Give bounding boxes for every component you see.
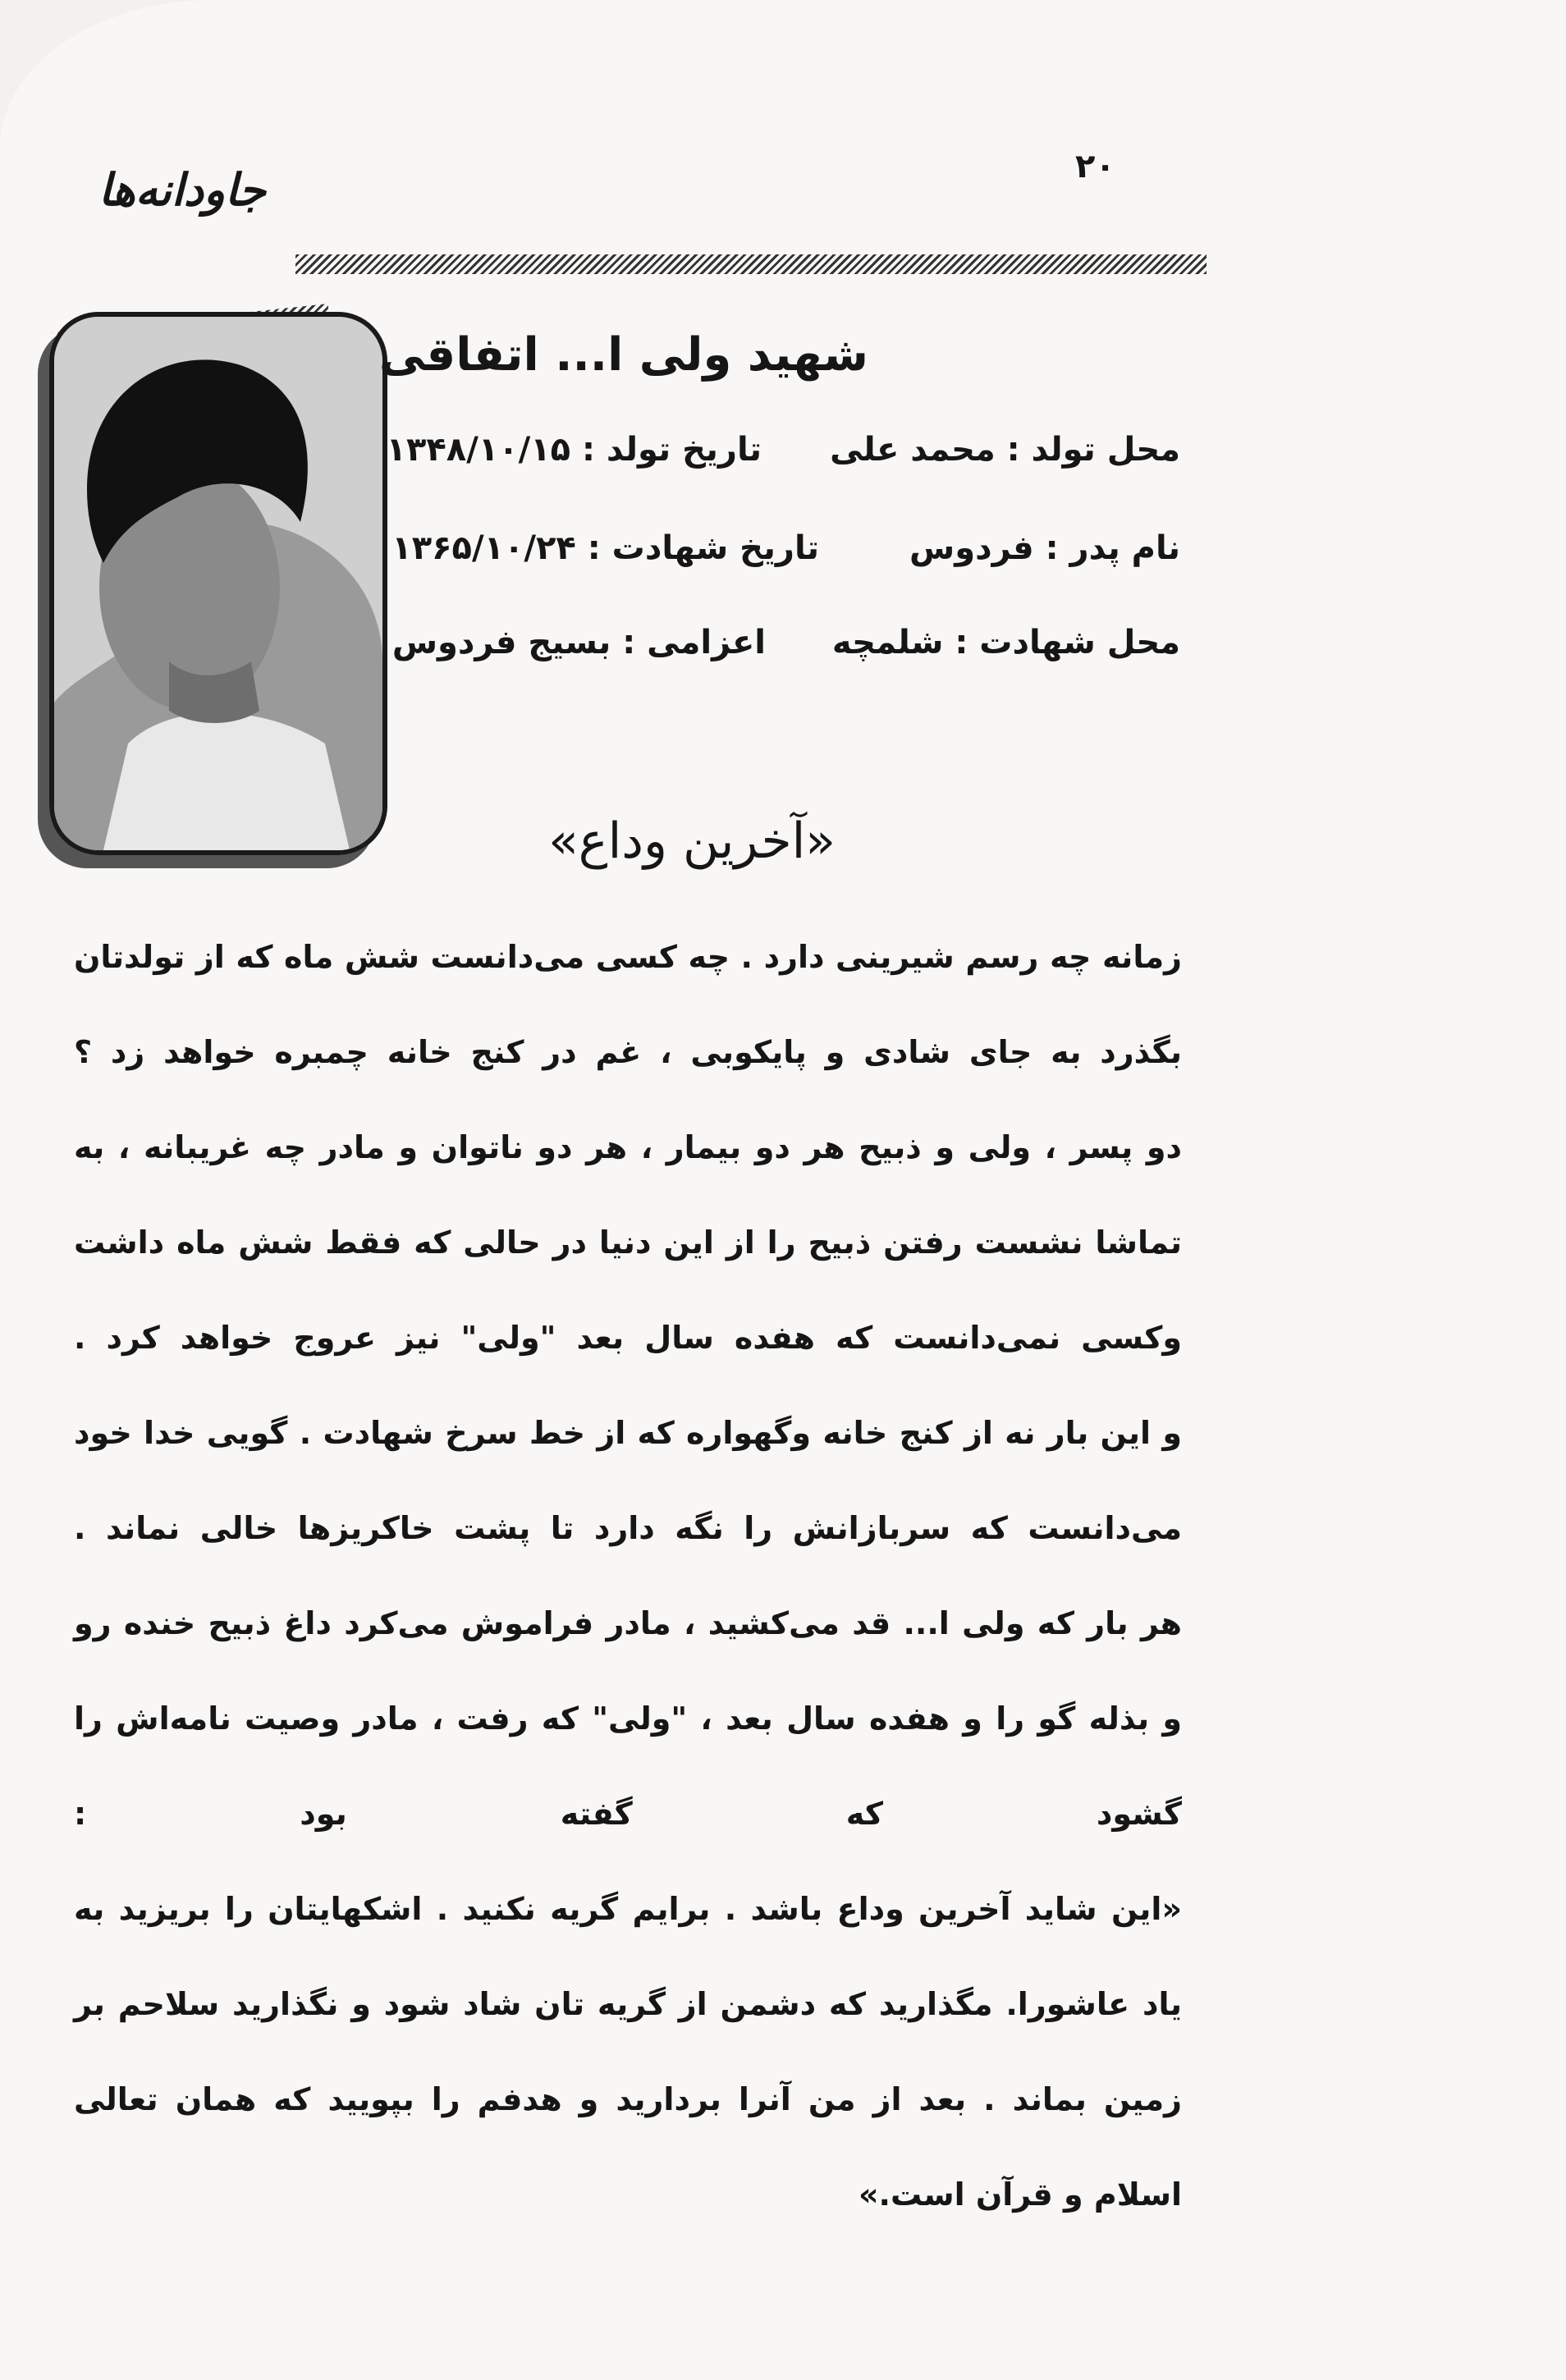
- page-corner-shadow: [0, 0, 115, 115]
- portrait-image: [54, 317, 382, 850]
- paragraph-5: «این شاید آخرین وداع باشد . برایم گریه نکنید . اشکهایتان را بریزید به یاد عاشورا. مگذارید که دشمن از گریه تان شاد شود و نگذارید سلاحم بر زمین بماند . بعد از من آنرا بردارید و هدفم را بپویید که همان تعالی اسلام و قرآن است.»: [74, 1891, 1182, 2213]
- paragraph-1: زمانه چه رسم شیرینی دارد . چه کسی می‌دانست شش ماه که از تولدتان بگذرد به جای شادی و پایکوبی ، غم در کنج خانه چمبره خواهد زد ؟: [74, 939, 1182, 1070]
- body-text: [74, 909, 1182, 2242]
- birth-place: محل تولد : محمد علی: [830, 431, 1180, 469]
- paragraph-4: هر بار که ولی ا... قد می‌کشید ، مادر فراموش می‌کرد داغ ذبیح خنده رو و بذله گو را و هفده سال بعد ، "ولی" که رفت ، مادر وصیت نامه‌اش را گشود که گفته بود :: [74, 1605, 1182, 1832]
- martyrdom-place: محل شهادت : شلمچه: [831, 624, 1180, 661]
- page-number: ۲۰: [1075, 148, 1115, 185]
- paragraph-2: دو پسر ، ولی و ذبیح هر دو بیمار ، هر دو ناتوان و مادر چه غریبانه ، به تماشا نشست رفتن ذبیح را از این دنیا در حالی که فقط شش ماه داشت وکسی نمی‌دانست که هفده سال بعد "ولی" نیز عروج خواهد کرد .: [74, 1129, 1182, 1356]
- paragraph-3: و این بار نه از کنج خانه وگهواره که از خط سرخ شهادت . گویی خدا خود می‌دانست که سربازانش را نگه دارد تا پشت خاکریزها خالی نماند .: [74, 1415, 1182, 1546]
- section-title: «آخرین وداع»: [548, 812, 836, 870]
- birth-date: تاریخ تولد : ۱۳۴۸/۱۰/۱۵: [386, 431, 762, 469]
- book-title: جاودانه‌ها: [98, 164, 266, 216]
- header-rule: [295, 254, 1207, 274]
- martyrdom-date: تاریخ شهادت : ۱۳۶۵/۱۰/۲۴: [392, 529, 819, 567]
- martyr-photo: [49, 312, 387, 855]
- martyr-name: شهید ولی ا... اتفاقی: [378, 328, 868, 382]
- father-name: نام پدر : فردوس: [909, 529, 1180, 567]
- deployment-unit: اعزامی : بسیج فردوس: [392, 624, 766, 661]
